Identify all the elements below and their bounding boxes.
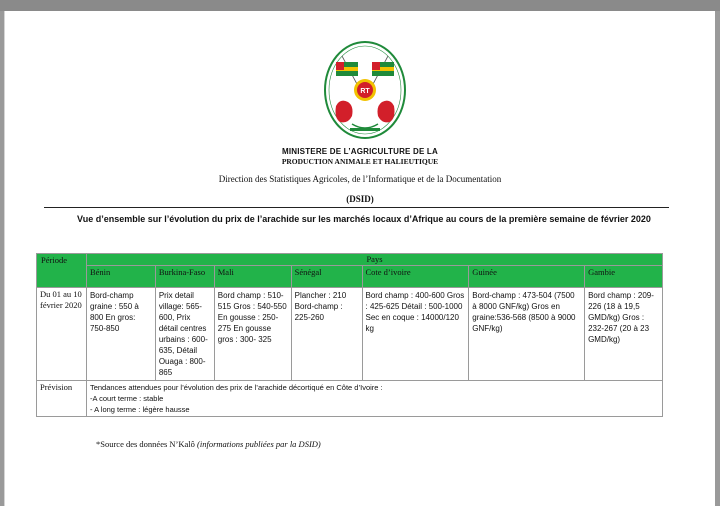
price-cell-cote-divoire: Bord champ : 400-600 Gros : 425-625 Détail : 500-1000 Sec en coque : 14000/120 kg xyxy=(362,288,469,381)
country-header-gambie: Gambie xyxy=(585,266,663,288)
prevision-line: -A court terme : stable xyxy=(89,394,164,403)
price-cell-senegal: Plancher : 210 Bord-champ : 225-260 xyxy=(291,288,362,381)
page-edge xyxy=(4,11,5,506)
pays-header: Pays xyxy=(86,254,662,266)
price-table xyxy=(36,253,663,417)
source-italic: (informations publiées par la DSID) xyxy=(197,439,321,449)
prevision-label: Prévision xyxy=(37,381,87,417)
source-note xyxy=(96,439,321,449)
country-header-burkina-faso: Burkina-Faso xyxy=(155,266,214,288)
direction-name: Direction des Statistiques Agricoles, de l’Informatique et de la Documentation xyxy=(218,174,502,184)
document-title: Vue d’ensemble sur l’évolution du prix de l’arachide sur les marchés locaux d’Afrique au cours de la première semaine de février 2020 xyxy=(77,214,651,224)
country-header-mali: Mali xyxy=(214,266,291,288)
country-header-cote-divoire: Cote d’ivoire xyxy=(362,266,469,288)
period-value: Du 01 au 10 février 2020 xyxy=(37,288,87,381)
country-header-guinee: Guinée xyxy=(469,266,585,288)
viewer-top-bar xyxy=(0,0,720,11)
price-cell-mali: Bord champ : 510-515 Gros : 540-550 En gousse : 250-275 En gousse gros : 300- 325 xyxy=(214,288,291,381)
prevision-text xyxy=(86,381,662,417)
viewer-right-border xyxy=(715,11,720,506)
price-cell-burkina-faso: Prix detail village: 565-600, Prix détail centres urbains : 600-635, Détail Ouaga : 800-865 xyxy=(155,288,214,381)
country-header-benin: Bénin xyxy=(86,266,155,288)
ministry-name-line1: MINISTERE DE L’AGRICULTURE DE LA xyxy=(281,147,439,156)
dsid-acronym: (DSID) xyxy=(346,194,374,204)
prevision-line: Tendances attendues pour l’évolution des prix de l’arachide décortiqué en Côte d’Ivoire : xyxy=(89,383,383,392)
prevision-line: - A long terme : légère hausse xyxy=(89,405,190,414)
table-row xyxy=(37,381,663,417)
price-cell-benin: Bord-champ graine : 550 à 800 En gros: 750-850 xyxy=(86,288,155,381)
table-row xyxy=(37,288,663,381)
ministry-emblem-logo xyxy=(322,40,408,140)
price-cell-guinee: Bord-champ : 473-504 (7500 à 8000 GNF/kg) Gros en graine:536-568 (8500 à 9000 GNF/kg) xyxy=(469,288,585,381)
header-divider xyxy=(44,207,669,208)
source-prefix: *Source des données N’Kalô xyxy=(96,439,195,449)
period-header: Période xyxy=(37,254,87,288)
emblem-badge-text: RT xyxy=(360,88,370,95)
country-header-senegal: Sénégal xyxy=(291,266,362,288)
price-cell-gambie: Bord champ : 209-226 (18 à 19,5 GMD/kg) Gros : 232-267 (20 à 23 GMD/kg) xyxy=(585,288,663,381)
ministry-name-line2: PRODUCTION ANIMALE ET HALIEUTIQUE xyxy=(281,157,439,166)
